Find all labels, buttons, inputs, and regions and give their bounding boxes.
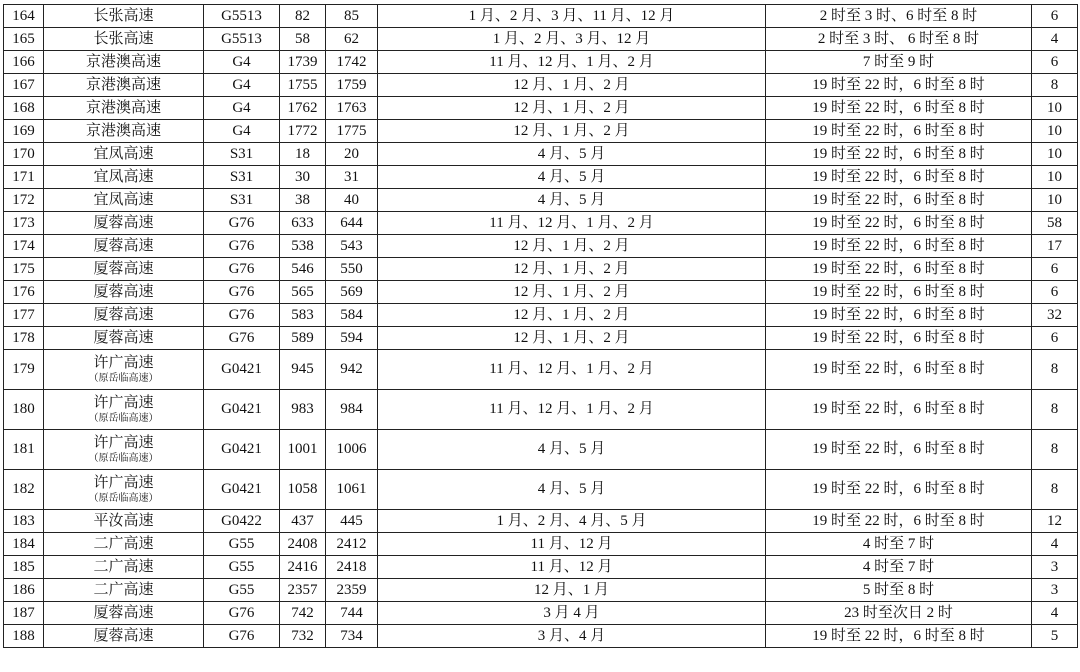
route-code-cell: G55 <box>204 533 280 556</box>
count-cell: 6 <box>1032 258 1078 281</box>
start-km-cell: 633 <box>280 212 326 235</box>
active-months-cell: 3 月 4 月 <box>378 602 766 625</box>
route-code-cell: G76 <box>204 327 280 350</box>
count-cell: 10 <box>1032 97 1078 120</box>
active-months-cell: 12 月、1 月、2 月 <box>378 258 766 281</box>
highway-name-cell <box>44 430 204 470</box>
highway-name-cell: 厦蓉高速 <box>44 235 204 258</box>
start-km-cell: 583 <box>280 304 326 327</box>
active-hours-cell: 19 时至 22 时，6 时至 8 时 <box>766 470 1032 510</box>
row-number-cell: 187 <box>4 602 44 625</box>
row-number-cell: 167 <box>4 74 44 97</box>
row-number-cell: 188 <box>4 625 44 648</box>
table-row <box>4 189 1078 212</box>
table-row <box>4 602 1078 625</box>
table-row <box>4 556 1078 579</box>
table-row <box>4 281 1078 304</box>
end-km-cell: 1742 <box>326 51 378 74</box>
highway-name-cell: 京港澳高速 <box>44 120 204 143</box>
active-months-cell: 1 月、2 月、3 月、12 月 <box>378 28 766 51</box>
active-months-cell: 11 月、12 月、1 月、2 月 <box>378 390 766 430</box>
row-number-cell: 181 <box>4 430 44 470</box>
row-number-cell: 165 <box>4 28 44 51</box>
highway-name: 许广高速 <box>93 354 154 371</box>
table-row <box>4 5 1078 28</box>
start-km-cell: 538 <box>280 235 326 258</box>
table-row <box>4 28 1078 51</box>
fog-section-table <box>3 4 1078 648</box>
table-row <box>4 258 1078 281</box>
active-hours-cell: 19 时至 22 时，6 时至 8 时 <box>766 258 1032 281</box>
row-number-cell: 182 <box>4 470 44 510</box>
end-km-cell: 550 <box>326 258 378 281</box>
active-hours-cell: 19 时至 22 时，6 时至 8 时 <box>766 390 1032 430</box>
active-months-cell: 4 月、5 月 <box>378 189 766 212</box>
highway-former-name: （原岳临高速） <box>88 452 159 464</box>
end-km-cell: 1061 <box>326 470 378 510</box>
highway-name: 许广高速 <box>93 394 154 411</box>
start-km-cell: 732 <box>280 625 326 648</box>
start-km-cell: 546 <box>280 258 326 281</box>
start-km-cell: 82 <box>280 5 326 28</box>
start-km-cell: 945 <box>280 350 326 390</box>
count-cell: 4 <box>1032 533 1078 556</box>
end-km-cell: 543 <box>326 235 378 258</box>
highway-name-cell <box>44 390 204 430</box>
end-km-cell: 1006 <box>326 430 378 470</box>
count-cell: 58 <box>1032 212 1078 235</box>
route-code-cell: G76 <box>204 258 280 281</box>
active-months-cell: 4 月、5 月 <box>378 143 766 166</box>
highway-name-cell: 京港澳高速 <box>44 97 204 120</box>
count-cell: 10 <box>1032 120 1078 143</box>
count-cell: 12 <box>1032 510 1078 533</box>
route-code-cell: G76 <box>204 304 280 327</box>
start-km-cell: 1739 <box>280 51 326 74</box>
start-km-cell: 1755 <box>280 74 326 97</box>
start-km-cell: 58 <box>280 28 326 51</box>
table-row <box>4 166 1078 189</box>
count-cell: 10 <box>1032 189 1078 212</box>
end-km-cell: 20 <box>326 143 378 166</box>
count-cell: 4 <box>1032 602 1078 625</box>
count-cell: 6 <box>1032 5 1078 28</box>
highway-former-name: （原岳临高速） <box>88 412 159 424</box>
active-hours-cell: 23 时至次日 2 时 <box>766 602 1032 625</box>
start-km-cell: 1058 <box>280 470 326 510</box>
count-cell: 10 <box>1032 166 1078 189</box>
active-hours-cell: 19 时至 22 时，6 时至 8 时 <box>766 304 1032 327</box>
start-km-cell: 2416 <box>280 556 326 579</box>
active-months-cell: 11 月、12 月、1 月、2 月 <box>378 212 766 235</box>
table-row <box>4 533 1078 556</box>
active-hours-cell: 2 时至 3 时、 6 时至 8 时 <box>766 28 1032 51</box>
highway-name-cell: 厦蓉高速 <box>44 258 204 281</box>
end-km-cell: 1759 <box>326 74 378 97</box>
highway-name: 许广高速 <box>93 434 154 451</box>
active-hours-cell: 19 时至 22 时，6 时至 8 时 <box>766 143 1032 166</box>
count-cell: 32 <box>1032 304 1078 327</box>
active-hours-cell: 19 时至 22 时，6 时至 8 时 <box>766 430 1032 470</box>
count-cell: 10 <box>1032 143 1078 166</box>
active-hours-cell: 19 时至 22 时，6 时至 8 时 <box>766 235 1032 258</box>
highway-name-cell: 厦蓉高速 <box>44 281 204 304</box>
end-km-cell: 1775 <box>326 120 378 143</box>
active-hours-cell: 19 时至 22 时，6 时至 8 时 <box>766 212 1032 235</box>
count-cell: 4 <box>1032 28 1078 51</box>
active-hours-cell: 19 时至 22 时，6 时至 8 时 <box>766 510 1032 533</box>
highway-former-name: （原岳临高速） <box>88 492 159 504</box>
row-number-cell: 183 <box>4 510 44 533</box>
route-code-cell: S31 <box>204 143 280 166</box>
table-body <box>4 5 1078 648</box>
active-hours-cell: 19 时至 22 时，6 时至 8 时 <box>766 327 1032 350</box>
row-number-cell: 176 <box>4 281 44 304</box>
active-months-cell: 1 月、2 月、3 月、11 月、12 月 <box>378 5 766 28</box>
route-code-cell: G0422 <box>204 510 280 533</box>
start-km-cell: 38 <box>280 189 326 212</box>
route-code-cell: G76 <box>204 625 280 648</box>
active-months-cell: 12 月、1 月、2 月 <box>378 235 766 258</box>
table-row <box>4 51 1078 74</box>
row-number-cell: 180 <box>4 390 44 430</box>
active-months-cell: 4 月、5 月 <box>378 430 766 470</box>
count-cell: 8 <box>1032 350 1078 390</box>
row-number-cell: 179 <box>4 350 44 390</box>
active-hours-cell: 5 时至 8 时 <box>766 579 1032 602</box>
active-hours-cell: 19 时至 22 时，6 时至 8 时 <box>766 166 1032 189</box>
count-cell: 8 <box>1032 430 1078 470</box>
table-row <box>4 390 1078 430</box>
route-code-cell: G55 <box>204 579 280 602</box>
active-months-cell: 12 月、1 月、2 月 <box>378 327 766 350</box>
table-row <box>4 97 1078 120</box>
active-months-cell: 11 月、12 月 <box>378 556 766 579</box>
table-row <box>4 304 1078 327</box>
start-km-cell: 742 <box>280 602 326 625</box>
row-number-cell: 178 <box>4 327 44 350</box>
row-number-cell: 169 <box>4 120 44 143</box>
end-km-cell: 1763 <box>326 97 378 120</box>
count-cell: 8 <box>1032 390 1078 430</box>
table-row <box>4 625 1078 648</box>
highway-name-cell: 二广高速 <box>44 556 204 579</box>
active-hours-cell: 19 时至 22 时，6 时至 8 时 <box>766 281 1032 304</box>
count-cell: 8 <box>1032 74 1078 97</box>
count-cell: 8 <box>1032 470 1078 510</box>
route-code-cell: G0421 <box>204 470 280 510</box>
active-hours-cell: 7 时至 9 时 <box>766 51 1032 74</box>
active-hours-cell: 19 时至 22 时，6 时至 8 时 <box>766 120 1032 143</box>
route-code-cell: G5513 <box>204 28 280 51</box>
active-months-cell: 1 月、2 月、4 月、5 月 <box>378 510 766 533</box>
route-code-cell: S31 <box>204 189 280 212</box>
end-km-cell: 942 <box>326 350 378 390</box>
route-code-cell: G76 <box>204 602 280 625</box>
row-number-cell: 164 <box>4 5 44 28</box>
highway-name-cell: 宜凤高速 <box>44 189 204 212</box>
highway-name-cell: 宜凤高速 <box>44 166 204 189</box>
active-months-cell: 11 月、12 月 <box>378 533 766 556</box>
count-cell: 17 <box>1032 235 1078 258</box>
active-months-cell: 12 月、1 月、2 月 <box>378 97 766 120</box>
start-km-cell: 18 <box>280 143 326 166</box>
highway-name-cell: 厦蓉高速 <box>44 212 204 235</box>
start-km-cell: 983 <box>280 390 326 430</box>
start-km-cell: 1762 <box>280 97 326 120</box>
highway-name-cell: 二广高速 <box>44 579 204 602</box>
route-code-cell: G4 <box>204 51 280 74</box>
start-km-cell: 1001 <box>280 430 326 470</box>
start-km-cell: 437 <box>280 510 326 533</box>
end-km-cell: 2418 <box>326 556 378 579</box>
route-code-cell: G55 <box>204 556 280 579</box>
end-km-cell: 2359 <box>326 579 378 602</box>
table-row <box>4 120 1078 143</box>
count-cell: 6 <box>1032 51 1078 74</box>
row-number-cell: 185 <box>4 556 44 579</box>
highway-name-cell: 京港澳高速 <box>44 51 204 74</box>
route-code-cell: G5513 <box>204 5 280 28</box>
route-code-cell: G0421 <box>204 430 280 470</box>
row-number-cell: 184 <box>4 533 44 556</box>
active-hours-cell: 19 时至 22 时，6 时至 8 时 <box>766 625 1032 648</box>
table-row <box>4 212 1078 235</box>
row-number-cell: 168 <box>4 97 44 120</box>
highway-name-cell: 宜凤高速 <box>44 143 204 166</box>
active-hours-cell: 2 时至 3 时、6 时至 8 时 <box>766 5 1032 28</box>
end-km-cell: 85 <box>326 5 378 28</box>
active-months-cell: 12 月、1 月、2 月 <box>378 74 766 97</box>
active-hours-cell: 4 时至 7 时 <box>766 556 1032 579</box>
active-months-cell: 12 月、1 月、2 月 <box>378 281 766 304</box>
end-km-cell: 584 <box>326 304 378 327</box>
route-code-cell: G76 <box>204 235 280 258</box>
start-km-cell: 2408 <box>280 533 326 556</box>
row-number-cell: 174 <box>4 235 44 258</box>
active-hours-cell: 19 时至 22 时，6 时至 8 时 <box>766 189 1032 212</box>
route-code-cell: G4 <box>204 120 280 143</box>
active-hours-cell: 19 时至 22 时，6 时至 8 时 <box>766 74 1032 97</box>
end-km-cell: 445 <box>326 510 378 533</box>
end-km-cell: 644 <box>326 212 378 235</box>
route-code-cell: G4 <box>204 74 280 97</box>
end-km-cell: 2412 <box>326 533 378 556</box>
active-months-cell: 3 月、4 月 <box>378 625 766 648</box>
start-km-cell: 1772 <box>280 120 326 143</box>
highway-name-cell: 长张高速 <box>44 5 204 28</box>
count-cell: 3 <box>1032 579 1078 602</box>
end-km-cell: 40 <box>326 189 378 212</box>
highway-name-cell: 厦蓉高速 <box>44 625 204 648</box>
end-km-cell: 594 <box>326 327 378 350</box>
end-km-cell: 744 <box>326 602 378 625</box>
active-hours-cell: 4 时至 7 时 <box>766 533 1032 556</box>
table-row <box>4 510 1078 533</box>
count-cell: 6 <box>1032 327 1078 350</box>
active-months-cell: 12 月、1 月 <box>378 579 766 602</box>
highway-name-cell: 厦蓉高速 <box>44 304 204 327</box>
end-km-cell: 569 <box>326 281 378 304</box>
row-number-cell: 173 <box>4 212 44 235</box>
start-km-cell: 565 <box>280 281 326 304</box>
highway-name-cell <box>44 350 204 390</box>
highway-name-cell: 长张高速 <box>44 28 204 51</box>
highway-name: 许广高速 <box>93 474 154 491</box>
start-km-cell: 589 <box>280 327 326 350</box>
count-cell: 6 <box>1032 281 1078 304</box>
active-months-cell: 4 月、5 月 <box>378 470 766 510</box>
route-code-cell: S31 <box>204 166 280 189</box>
route-code-cell: G0421 <box>204 390 280 430</box>
count-cell: 3 <box>1032 556 1078 579</box>
row-number-cell: 166 <box>4 51 44 74</box>
start-km-cell: 2357 <box>280 579 326 602</box>
end-km-cell: 62 <box>326 28 378 51</box>
table-row <box>4 579 1078 602</box>
table-row <box>4 430 1078 470</box>
table-row <box>4 143 1078 166</box>
highway-name-cell <box>44 470 204 510</box>
active-hours-cell: 19 时至 22 时，6 时至 8 时 <box>766 97 1032 120</box>
route-code-cell: G76 <box>204 212 280 235</box>
route-code-cell: G76 <box>204 281 280 304</box>
row-number-cell: 177 <box>4 304 44 327</box>
highway-name-cell: 厦蓉高速 <box>44 327 204 350</box>
route-code-cell: G0421 <box>204 350 280 390</box>
row-number-cell: 186 <box>4 579 44 602</box>
active-months-cell: 11 月、12 月、1 月、2 月 <box>378 51 766 74</box>
highway-name-cell: 厦蓉高速 <box>44 602 204 625</box>
highway-name-cell: 平汝高速 <box>44 510 204 533</box>
highway-name-cell: 二广高速 <box>44 533 204 556</box>
active-months-cell: 4 月、5 月 <box>378 166 766 189</box>
table-row <box>4 350 1078 390</box>
start-km-cell: 30 <box>280 166 326 189</box>
end-km-cell: 984 <box>326 390 378 430</box>
count-cell: 5 <box>1032 625 1078 648</box>
active-hours-cell: 19 时至 22 时，6 时至 8 时 <box>766 350 1032 390</box>
end-km-cell: 734 <box>326 625 378 648</box>
end-km-cell: 31 <box>326 166 378 189</box>
active-months-cell: 11 月、12 月、1 月、2 月 <box>378 350 766 390</box>
table-row <box>4 235 1078 258</box>
table-row <box>4 327 1078 350</box>
table-row <box>4 470 1078 510</box>
row-number-cell: 175 <box>4 258 44 281</box>
row-number-cell: 170 <box>4 143 44 166</box>
row-number-cell: 171 <box>4 166 44 189</box>
row-number-cell: 172 <box>4 189 44 212</box>
active-months-cell: 12 月、1 月、2 月 <box>378 120 766 143</box>
active-months-cell: 12 月、1 月、2 月 <box>378 304 766 327</box>
route-code-cell: G4 <box>204 97 280 120</box>
table-row <box>4 74 1078 97</box>
highway-former-name: （原岳临高速） <box>88 372 159 384</box>
highway-name-cell: 京港澳高速 <box>44 74 204 97</box>
